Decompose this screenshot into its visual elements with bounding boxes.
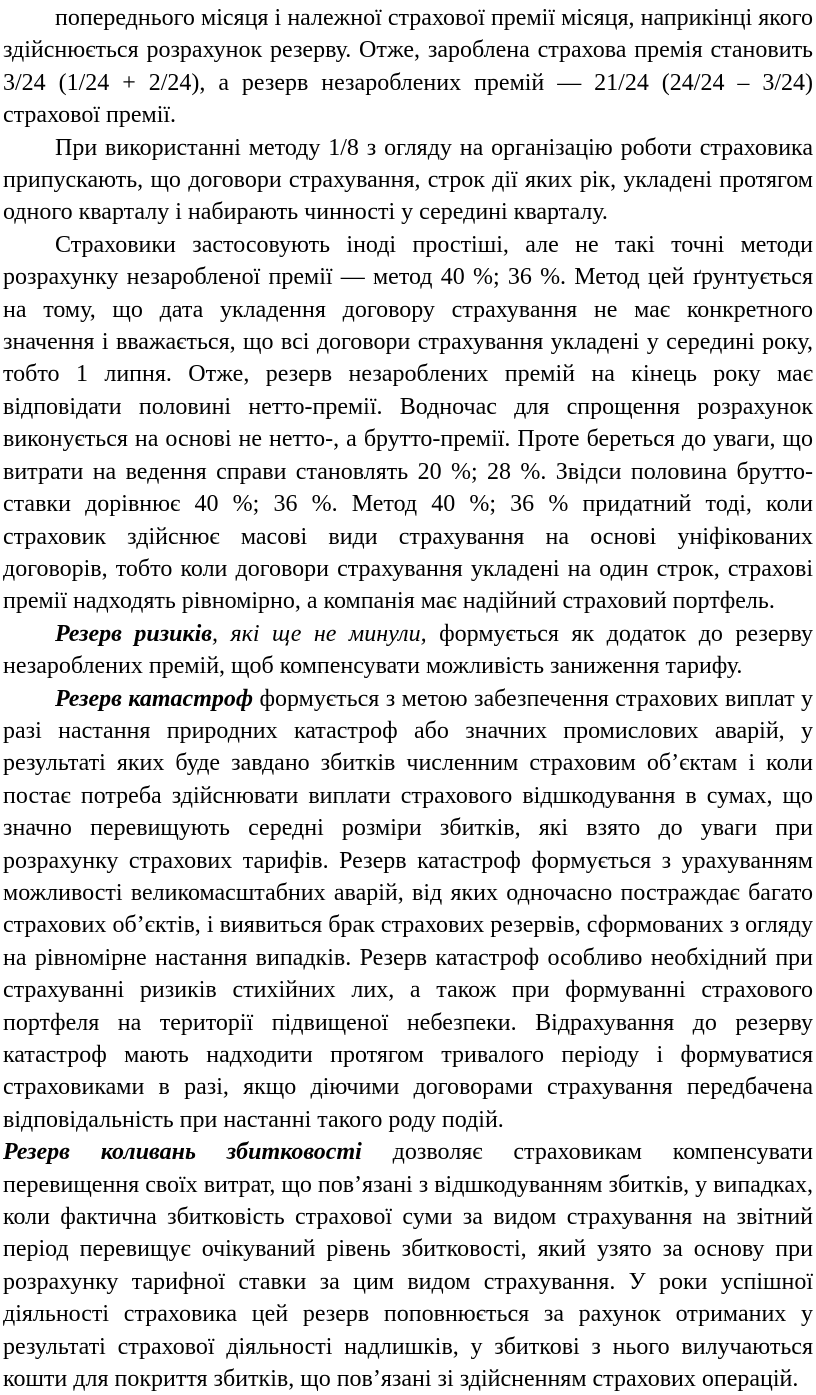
term-risk-reserve-tail: , які ще не минули, [211,620,427,647]
paragraph-loss-fluctuation-reserve [3,1136,813,1395]
term-catastrophe-reserve: Резерв катастроф [55,685,254,712]
paragraph-catastrophe-reserve [3,683,813,1137]
paragraph-method-1-8: При використанні методу 1/8 з огляду на організацію роботи страховика припускають, що договори страхування, строк дії яких рік, укладені протягом одного кварталу і набирають чинності у середині кварталу. [3,134,813,226]
paragraph-risk-reserve [3,618,813,683]
paragraph-method-40-36: Страховики застосовують іноді простіші, але не такі точні методи розрахунку незаробленої премії — метод 40 %; 36 %. Метод цей ґрунтується на тому, що дата укладення договору страхування не має конкретного значення і вважається, що всі договори страхування укладені у середині року, тобто 1 липня. Отже, резерв незароблених премій на кінець року має відповідати половині нетто-премії. Водночас для спрощення розрахунок виконується на основі не нетто-, а брутто-премії. Проте береться до уваги, що витрати на ведення справи становлять 20 %; 28 %. Звідси половина брутто-ставки дорівнює 40 %; 36 %. Метод 40 %; 36 % придатний тоді, коли страховик здійснює масові види страхування на основі уніфікованих договорів, тобто коли договори страхування укладені на один строк, страхові премії надходять рівномірно, а компанія має надійний страховий портфель. [3,231,813,615]
term-loss-fluctuation-reserve: Резерв коливань збитковості [3,1139,362,1166]
term-risk-reserve: Резерв ризиків [55,620,212,647]
loss-fluctuation-reserve-text: дозволяє страховикам компенсувати перевищення своїх витрат, що пов’язані з відшкодуванням збитків, у випадках, коли фактична збитковість страхової суми за видом страхування на звітний період перевищує очікуваний рівень збитковості, який узято за основу при розрахунку тарифної ставки за цим видом страхування. У роки успішної діяльності страховика цей резерв поповнюється за рахунок отриманих у результаті страхової діяльності надлишків, у збиткові з нього вилучаються кошти для покриття збитків, що пов’язані зі здійсненням страхових операцій. [3,1139,813,1393]
catastrophe-reserve-text: формується з метою забезпечення страхових виплат у разі настання природних катастроф або значних промислових аварій, у результаті яких буде завдано збитків численним страховим об’єктам і коли постає потреба здійснювати виплати страхового відшкодування в сумах, що значно перевищують середні розміри збитків, які взято до уваги при розрахунку страхових тарифів. Резерв катастроф формується з урахуванням можливості великомасштабних аварій, від яких одночасно постраждає багато страхових об’єктів, і виявиться брак страхових резервів, сформованих з огляду на рівномірне настання випадків. Резерв катастроф особливо необхідний при страхуванні ризиків стихійних лих, а також при формуванні страхового портфеля на території підвищеної небезпеки. Відрахування до резерву катастроф мають надходити протягом тривалого періоду і формуватися страховиками в разі, якщо діючими договорами страхування передбачена відповідальність при настанні такого роду подій. [3,685,813,1133]
paragraph-continuation: попереднього місяця і належної страхової премії місяця, наприкінці якого здійснюється розрахунок резерву. Отже, зароблена страхова премія становить 3/24 (1/24 + 2/24), а резерв незароблених премій — 21/24 (24/24 – 3/24) страхової премії. [3,5,813,129]
risk-reserve-text: формується як додаток до резерву незароблених премій, щоб компенсувати можливість заниження тарифу. [3,620,814,680]
